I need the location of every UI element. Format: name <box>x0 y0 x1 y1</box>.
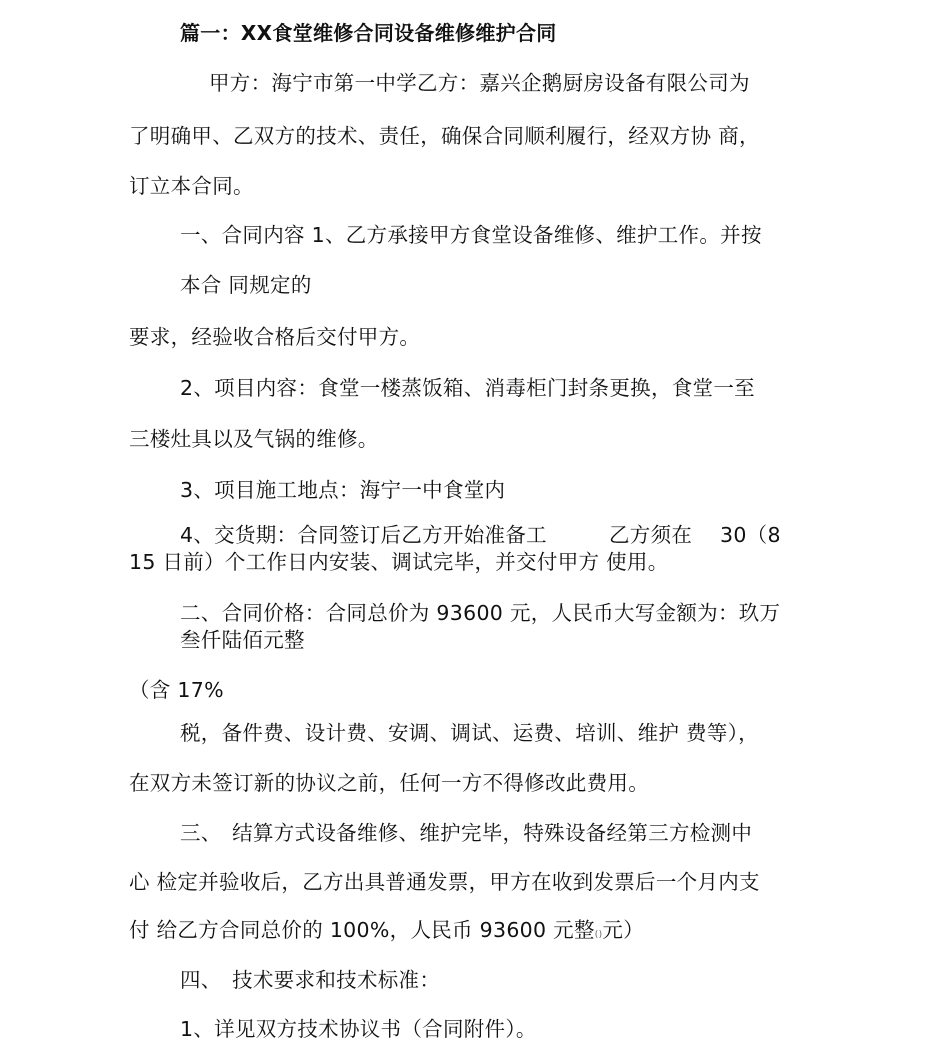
item-4-days: 30（8 <box>720 523 781 547</box>
item-4-line: 4、交货期：合同签订后乙方开始准备工 <box>180 523 547 547</box>
section-1-continuation: 本合 同规定的 <box>180 273 312 297</box>
section-2-end: 在双方未签订新的协议之前，任何一方不得修改此费用。 <box>129 771 649 795</box>
section-3-line-3-end: 元） <box>602 918 645 942</box>
item-4-end: 15 日前）个工作日内安装、调试完毕，并交付甲方 使用。 <box>129 550 669 574</box>
section-3-line-3-text: 付 给乙方合同总价的 100%，人民币 93600 元整 <box>129 918 595 942</box>
purpose-line: 了明确甲、乙双方的技术、责任，确保合同顺利履行，经双方协 商， <box>129 124 760 148</box>
section-3-line-3 <box>129 917 644 948</box>
section-2-tax: （含 17% <box>129 678 224 702</box>
purpose-end-line: 订立本合同。 <box>129 174 254 198</box>
section-2-amount-words: 叁仟陆佰元整 <box>180 628 305 652</box>
section-3-line-2: 心 检定并验收后，乙方出具普通发票，甲方在收到发票后一个月内支 <box>129 870 760 894</box>
item-4-party-b: 乙方须在 <box>609 523 693 547</box>
section-1-end: 要求，经验收合格后交付甲方。 <box>129 325 421 349</box>
section-4-heading: 四、 技术要求和技术标准： <box>180 968 441 992</box>
section-1-heading: 一、合同内容 1、乙方承接甲方食堂设备维修、维护工作。并按 <box>180 223 762 247</box>
item-2-end: 三楼灶具以及气锅的维修。 <box>129 427 379 451</box>
party-line: 甲方：海宁市第一中学乙方：嘉兴企鹅厨房设备有限公司为 <box>209 71 750 95</box>
section-4-item-1: 1、详见双方技术协议书（合同附件）。 <box>180 1017 537 1041</box>
small-mark: () <box>594 930 603 940</box>
section-3-heading: 三、 结算方式设备维修、维护完毕，特殊设备经第三方检测中 <box>180 821 753 845</box>
document-title: 篇一：XX食堂维修合同设备维修维护合同 <box>180 21 557 45</box>
item-2-line: 2、项目内容：食堂一楼蒸饭箱、消毒柜门封条更换，食堂一至 <box>180 376 755 400</box>
item-3-line: 3、项目施工地点：海宁一中食堂内 <box>180 478 506 502</box>
section-2-heading: 二、合同价格：合同总价为 93600 元，人民币大写金额为：玖万 <box>180 601 781 625</box>
section-2-fees: 税，备件费、设计费、安调、调试、运费、培训、维护 费等）， <box>180 721 759 745</box>
